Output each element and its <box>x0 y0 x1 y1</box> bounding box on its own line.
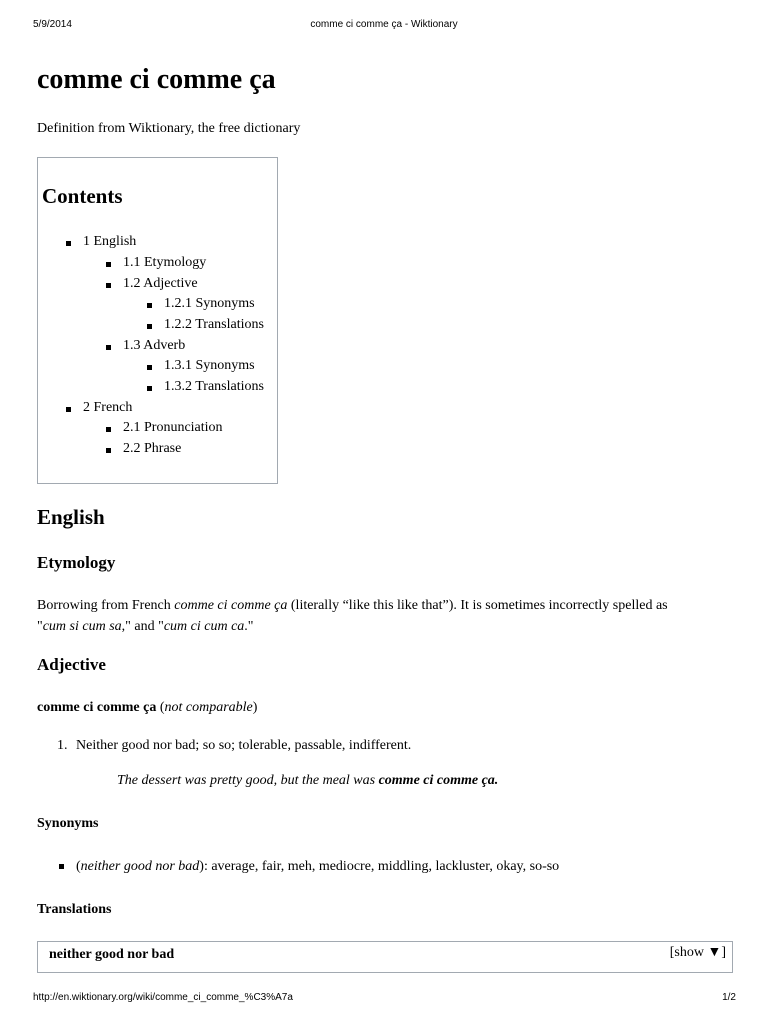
etymology-separator: ," and " <box>121 619 164 634</box>
quote-mark: " <box>37 619 43 634</box>
show-translations-toggle[interactable]: [show ▼] <box>669 945 726 960</box>
headword-line <box>37 697 257 718</box>
print-url: http://en.wiktionary.org/wiki/comme_ci_comme_%C3%A7a <box>33 992 293 1003</box>
page-title: comme ci comme ça <box>37 64 276 95</box>
site-tagline: Definition from Wiktionary, the free dictionary <box>37 121 301 136</box>
synonyms-list <box>76 856 559 877</box>
toc-item-english[interactable]: 1 English <box>83 234 137 249</box>
sense-number: 1. <box>57 738 68 753</box>
toc-item-pronunciation[interactable]: 2.1 Pronunciation <box>123 420 223 435</box>
print-header <box>0 19 768 33</box>
sense-definition: Neither good nor bad; so so; tolerable, passable, indifferent. <box>76 738 412 753</box>
print-page-title: comme ci comme ça - Wiktionary <box>310 19 458 30</box>
usage-example <box>117 773 498 789</box>
example-term: comme ci comme ça. <box>378 773 499 788</box>
translation-table <box>37 941 733 973</box>
toc-item-adjective-translations[interactable]: 1.2.2 Translations <box>164 317 264 332</box>
etymology-text: Borrowing from French <box>37 598 175 613</box>
syn-open: ( <box>76 859 81 874</box>
page-number: 1/2 <box>722 992 736 1003</box>
translation-gloss: neither good nor bad <box>49 947 175 962</box>
toc-item-adverb-translations[interactable]: 1.3.2 Translations <box>164 379 264 394</box>
bullet <box>59 864 64 869</box>
heading-adjective: Adjective <box>37 655 106 674</box>
misspelling-2: cum ci cum ca <box>163 619 245 634</box>
toc-item-etymology[interactable]: 1.1 Etymology <box>123 255 207 270</box>
heading-etymology: Etymology <box>37 553 116 572</box>
print-date: 5/9/2014 <box>33 19 72 30</box>
syn-sense: neither good nor bad <box>80 859 200 874</box>
syn-words: ): average, fair, meh, mediocre, middling, lackluster, okay, so-so <box>199 859 560 874</box>
toc-item-adjective-synonyms[interactable]: 1.2.1 Synonyms <box>164 296 255 311</box>
toc-item-adverb-synonyms[interactable]: 1.3.1 Synonyms <box>164 358 255 373</box>
etymology-text-cont: (literally “like this like that”). It is sometimes incorrectly spelled as <box>287 598 668 613</box>
print-footer <box>0 992 768 1006</box>
qualifier: not comparable <box>164 700 253 715</box>
heading-translations: Translations <box>37 902 112 917</box>
toc-title: Contents <box>42 184 123 208</box>
example-text: The dessert was pretty good, but the meal was <box>117 773 379 788</box>
etymology-line-2 <box>37 616 254 637</box>
etymology-line-1 <box>37 595 668 616</box>
toc-item-phrase[interactable]: 2.2 Phrase <box>123 441 182 456</box>
quote-end: ." <box>244 619 254 634</box>
misspelling-1: cum si cum sa <box>42 619 122 634</box>
paren-open: ( <box>156 700 165 715</box>
toc-item-french[interactable]: 2 French <box>83 400 133 415</box>
toc-item-adjective[interactable]: 1.2 Adjective <box>123 276 198 291</box>
heading-english: English <box>37 505 105 529</box>
paren-close: ) <box>252 700 258 715</box>
headword: comme ci comme ça <box>37 700 157 715</box>
heading-synonyms: Synonyms <box>37 816 99 831</box>
toc-item-adverb[interactable]: 1.3 Adverb <box>123 338 186 353</box>
etymology-term: comme ci comme ça <box>174 598 288 613</box>
